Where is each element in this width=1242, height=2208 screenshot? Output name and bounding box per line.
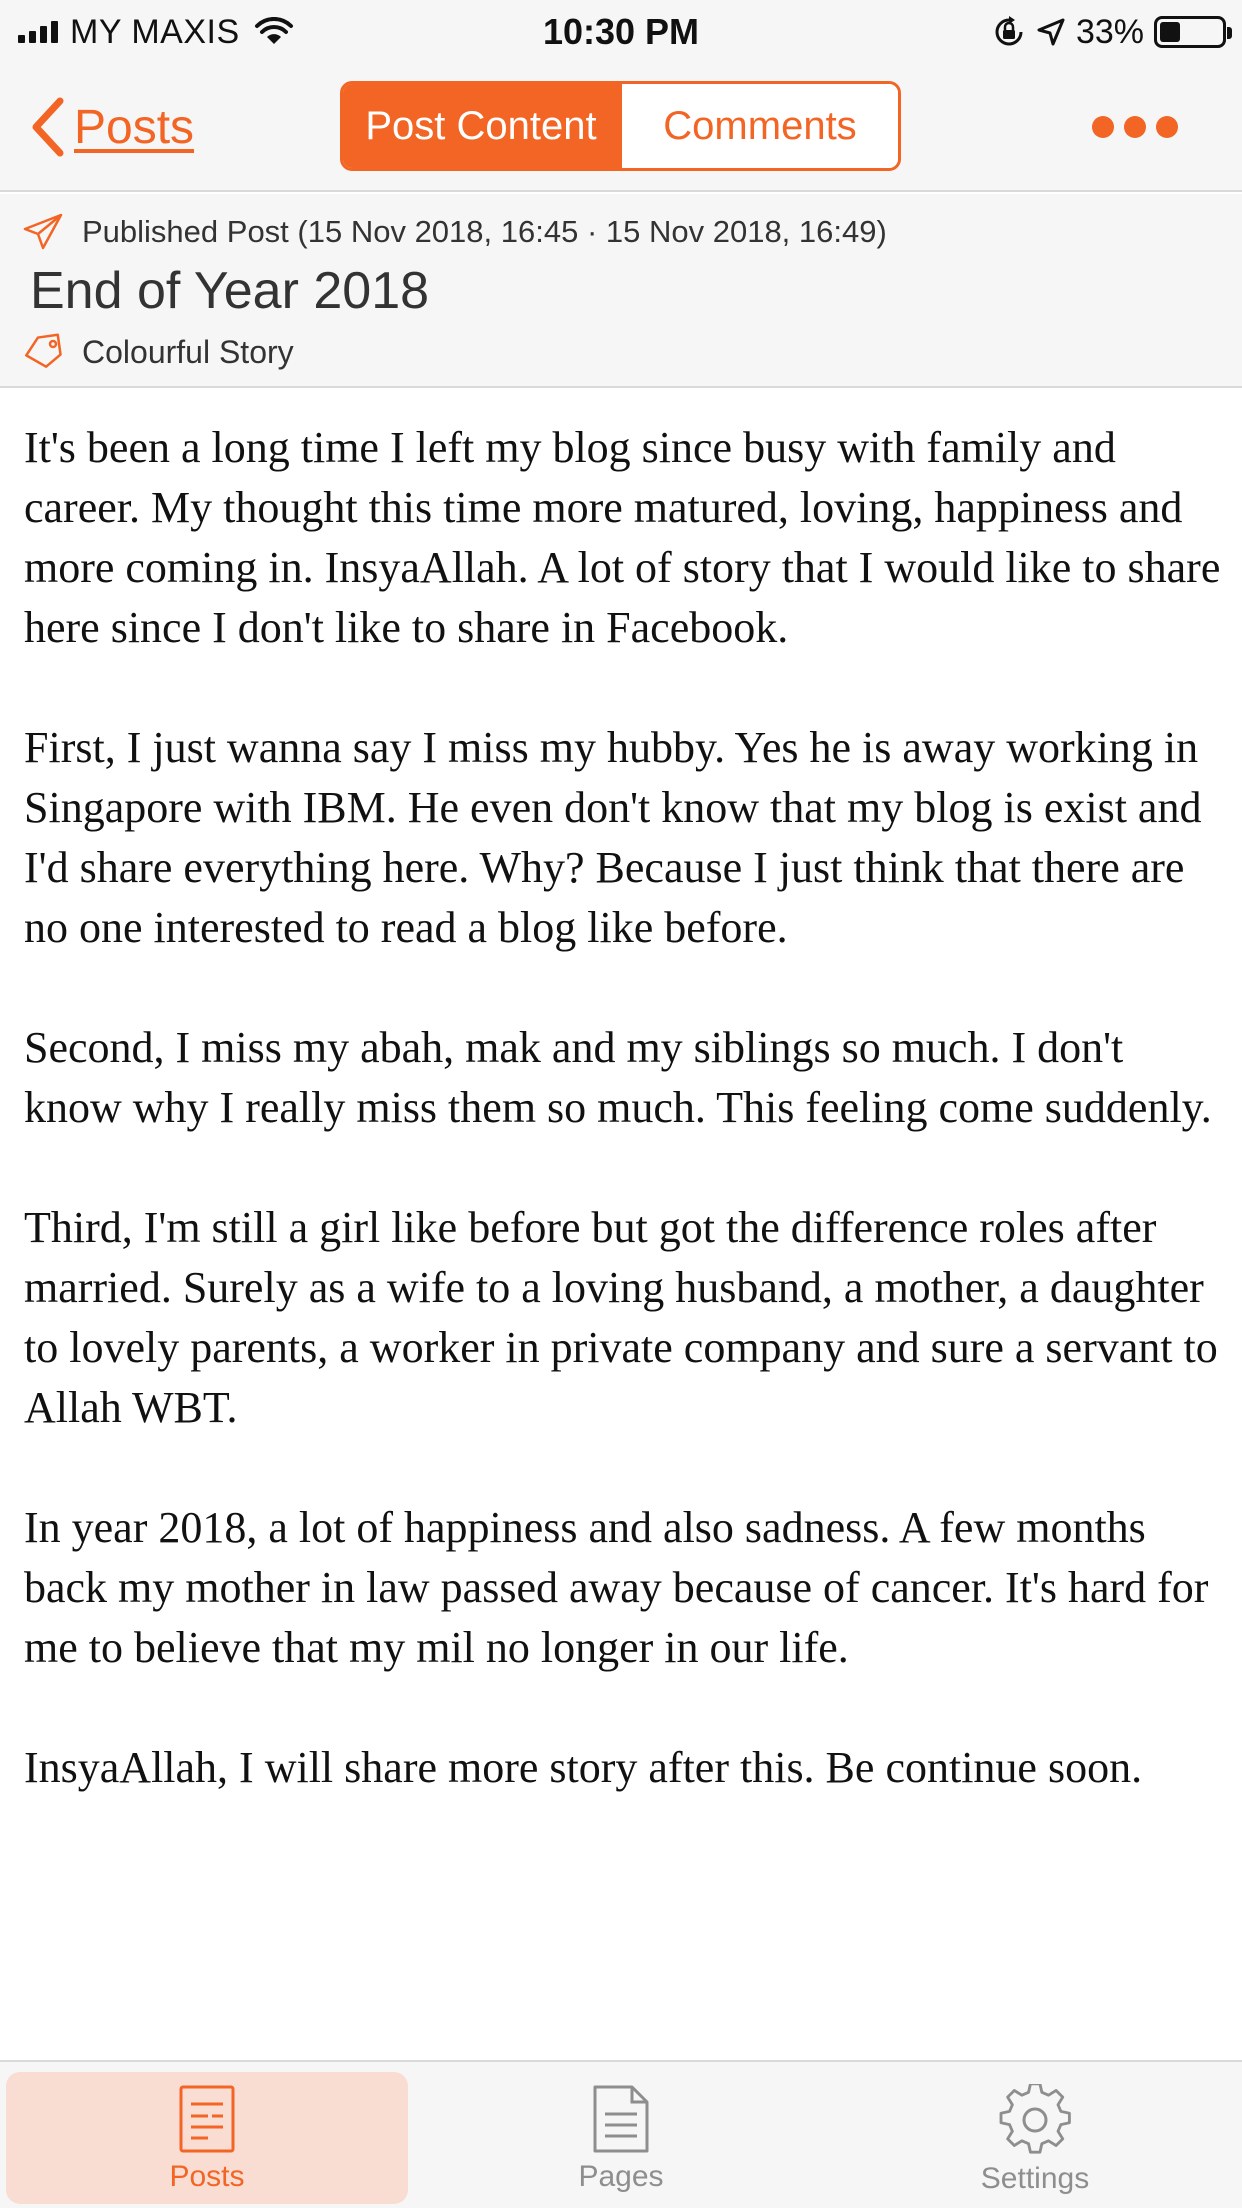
post-paragraph: Second, I miss my abah, mak and my siblings so much. I don't know why I really miss them so much. This feeling come suddenly. (24, 1023, 1212, 1132)
post-paragraph: InsyaAllah, I will share more story after this. Be continue soon. (24, 1743, 1143, 1792)
settings-gear-icon (999, 2084, 1071, 2156)
post-category-line (22, 328, 294, 376)
post-paragraph: In year 2018, a lot of happiness and also sadness. A few months back my mother in law passed away because of cancer. It's hard for me to believe that my mil no longer in our life. (24, 1503, 1209, 1672)
segmented-control (340, 81, 901, 171)
paper-plane-icon (22, 212, 64, 252)
back-button-label: Posts (74, 100, 195, 154)
post-title: End of Year 2018 (30, 262, 430, 320)
tag-icon (22, 333, 64, 371)
post-paragraph: Third, I'm still a girl like before but got the difference roles after married. Surely as a wife to a loving husband, a mother, a daughter to lovely parents, a worker in private company and sure a servant to Allah WBT. (24, 1203, 1218, 1432)
post-paragraph: It's been a long time I left my blog since busy with family and career. My thought this time more matured, loving, happiness and more coming in. InsyaAllah. A lot of story that I would like to share here since I don't like to share in Facebook. (24, 423, 1221, 652)
carrier-name: MY MAXIS (70, 12, 240, 51)
status-clock: 10:30 PM (542, 11, 700, 52)
post-category: Colourful Story (82, 333, 294, 370)
posts-icon (178, 2084, 236, 2154)
status-bar (0, 0, 1242, 64)
tab-pages[interactable] (414, 2062, 828, 2208)
tab-settings-label: Settings (980, 2162, 1090, 2195)
pages-icon (592, 2084, 650, 2154)
post-status: Published Post (15 Nov 2018, 16:45 · 15 Nov 2018, 16:49) (82, 214, 887, 249)
status-right (992, 10, 1226, 54)
tab-bar (0, 2060, 1242, 2208)
tab-posts[interactable] (0, 2062, 414, 2208)
post-status-line (22, 208, 887, 256)
post-header (0, 194, 1242, 388)
back-button[interactable] (30, 92, 194, 162)
tab-posts-label: Posts (169, 2160, 245, 2193)
chevron-left-icon (30, 97, 64, 157)
battery-percent: 33% (1075, 12, 1144, 51)
battery-icon (1154, 16, 1226, 48)
rotation-lock-icon (992, 15, 1026, 49)
navigation-bar (0, 64, 1242, 192)
tab-post-content[interactable]: Post Content (343, 84, 619, 168)
tab-settings[interactable] (828, 2062, 1242, 2208)
location-arrow-icon (1036, 17, 1066, 47)
tab-pages-label: Pages (578, 2160, 664, 2193)
tab-comments[interactable]: Comments (619, 84, 898, 168)
more-dots-icon[interactable] (1092, 116, 1178, 138)
post-paragraph: First, I just wanna say I miss my hubby. Yes he is away working in Singapore with IBM. He even don't know that my blog is exist and I'd share everything here. Why? Because I just think that there are no one interested to read a blog like before. (24, 723, 1202, 952)
battery-level (1160, 22, 1180, 42)
post-body (24, 418, 1224, 1858)
